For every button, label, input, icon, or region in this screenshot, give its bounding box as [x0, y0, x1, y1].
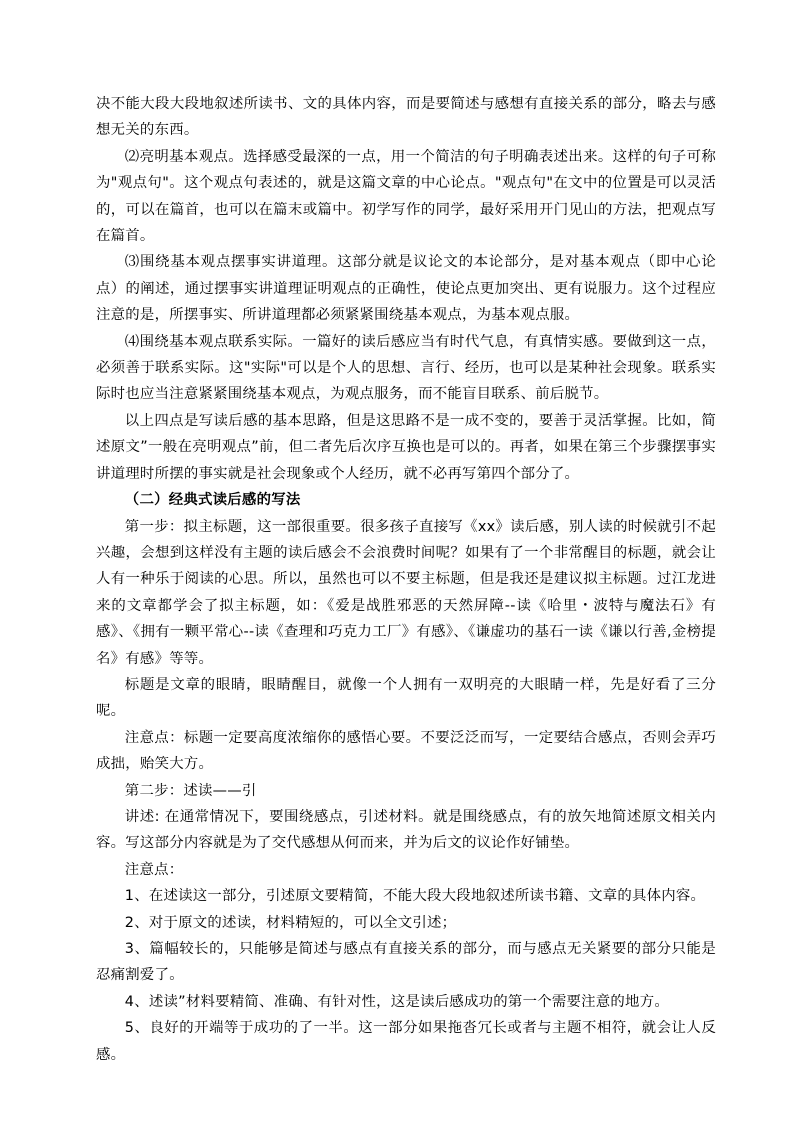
- paragraph-continuation: 决不能大段大段地叙述所读书、文的具体内容，而是要简述与感想有直接关系的部分，略去与感想无关的东西。: [96, 96, 716, 139]
- paragraph-point-4: ⑷围绕基本观点联系实际。一篇好的读后感应当有时代气息，有真情实感。要做到这一点，必须善于联系实际。这"实际"可以是个人的思想、言行、经历，也可以是某种社会现象。联系实际时也应当注意紧紧围绕基本观点，为观点服务，而不能盲目联系、前后脱节。: [96, 333, 716, 403]
- list-item-3: 3、篇幅较长的，只能够是简述与感点有直接关系的部分，而与感点无关紧要的部分只能是忍痛割爱了。: [96, 941, 716, 984]
- list-item-1: 1、在述读这一部分，引述原文要精简，不能大段大段地叙述所读书籍、文章的具体内容。: [124, 888, 706, 905]
- list-item-2: 2、对于原文的述读，材料精短的，可以全文引述；: [124, 914, 457, 931]
- document-page: [96, 91, 716, 1068]
- paragraph-title-eyes: 标题是文章的眼睛，眼睛醒目，就像一个人拥有一双明亮的大眼睛一样，先是好看了三分呢。: [96, 676, 716, 720]
- list-item-5: 5、良好的开端等于成功的了一半。这一部分如果拖沓冗长或者与主题不相符，就会让人反感。: [96, 1020, 716, 1063]
- paragraph-title-note: 注意点：标题一定要高度浓缩你的感悟心要。不要泛泛而写，一定要结合感点，否则会弄巧成拙，贻笑大方。: [96, 729, 716, 773]
- paragraph-step-1: 第一步：拟主标题，这一部很重要。很多孩子直接写《xx》读后感，别人读的时候就引不起兴趣，会想到这样没有主题的读后感会不会浪费时间呢？如果有了一个非常醒目的标题，就会让人有一种乐于阅读的心思。所以，虽然也可以不要主标题，但是我还是建议拟主标题。过江龙进来的文章都学会了拟主标题，如：《爱是战胜邪恶的天然屏障--读《哈里・波特与魔法石》有感》、《拥有一颗平常心--读《查理和巧克力工厂》有感》、《谦虚功的基石一读《谦以行善,金榜提名》有感》等等。: [96, 518, 716, 667]
- paragraph-summary: 以上四点是写读后感的基本思路，但是这思路不是一成不变的，要善于灵活掌握。比如，简述原文”一般在亮明观点”前，但二者先后次序互换也是可以的。再者，如果在第三个步骤摆事实讲道理时所摆的事实就是社会现象或个人经历，就不必再写第四个部分了。: [96, 412, 716, 482]
- paragraph-notes-label: 注意点：: [124, 861, 184, 878]
- paragraph-explanation: 讲述: 在通常情况下，要围绕感点，引述材料。就是围绕感点，有的放矢地简述原文相关内容。写这部分内容就是为了交代感想从何而来，并为后文的议论作好铺垫。: [96, 808, 716, 852]
- list-item-4: 4、述读”材料要精简、准确、有针对性，这是读后感成功的第一个需要注意的地方。: [124, 993, 669, 1010]
- paragraph-step-2: 第二步：述读——引: [124, 782, 257, 799]
- paragraph-point-3: ⑶围绕基本观点摆事实讲道理。这部分就是议论文的本论部分，是对基本观点（即中心论点）的阐述，通过摆事实讲道理证明观点的正确性，使论点更加突出、更有说服力。这个过程应注意的是，所摆事实、所讲道理都必须紧紧围绕基本观点，为基本观点服。: [96, 254, 716, 324]
- section-heading: （二）经典式读后感的写法: [124, 491, 301, 509]
- paragraph-point-2: ⑵亮明基本观点。选择感受最深的一点，用一个简洁的句子明确表述出来。这样的句子可称为"观点句"。这个观点句表述的，就是这篇文章的中心论点。"观点句"在文中的位置是可以灵活的，可以在篇首，也可以在篇末或篇中。初学写作的同学，最好采用开门见山的方法，把观点写在篇首。: [96, 148, 716, 245]
